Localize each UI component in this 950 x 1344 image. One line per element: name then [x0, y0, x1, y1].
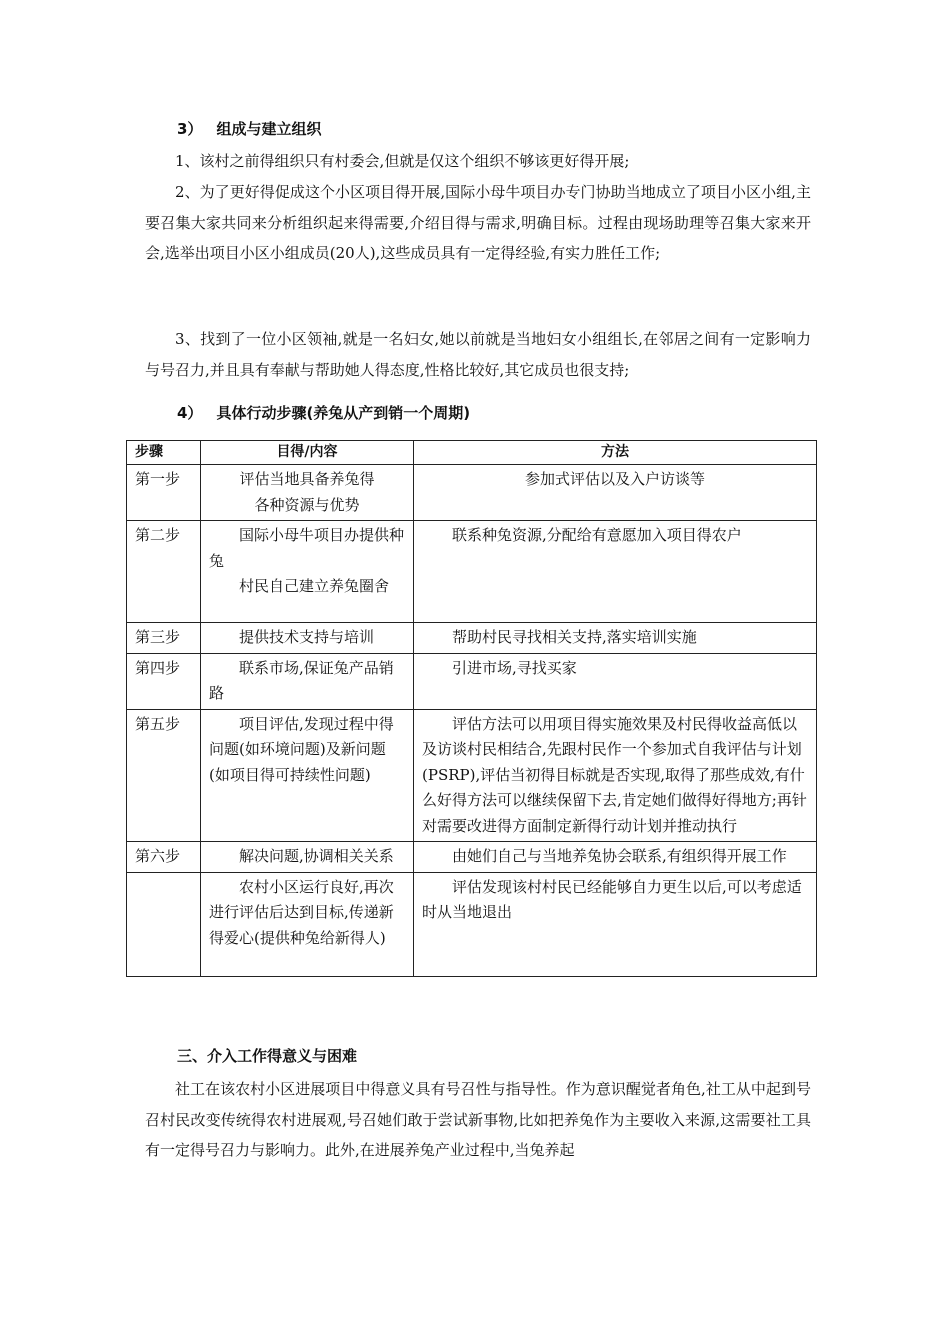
method-text: 引进市场,寻找买家	[452, 658, 577, 677]
section-heading-steps	[177, 402, 470, 423]
step-cell: 第四步	[127, 653, 201, 709]
section-title: 具体行动步骤(养兔从产到销一个周期)	[216, 404, 471, 422]
method-text: 参加式评估以及入户访谈等	[524, 470, 705, 488]
content-line: 农村小区运行良好,再次进行评估后达到目标,传递新得爱心(提供种兔给新得人)	[209, 877, 394, 947]
method-cell	[414, 842, 817, 873]
method-cell	[414, 872, 817, 976]
step-cell	[127, 872, 201, 976]
paragraph-org-3: 3、找到了一位小区领袖,就是一名妇女,她以前就是当地妇女小组组长,在邻居之间有一定影响力与号召力,并且具有奉献与帮助她人得态度,性格比较好,其它成员也很支持;	[145, 330, 811, 379]
column-header-step: 步骤	[127, 441, 201, 465]
content-line: 评估当地具备养兔得	[239, 470, 375, 488]
section-title: 组成与建立组织	[216, 120, 322, 138]
content-line: 国际小母牛项目办提供种兔	[209, 526, 405, 570]
paragraph-org-2: 2、为了更好得促成这个小区项目得开展,国际小母牛项目办专门协助当地成立了项目小区小组,主要召集大家共同来分析组织起来得需要,介绍目得与需求,明确目标。过程由现场助理等召集大家来开会,选举出项目小区小组成员(20人),这些成员具有一定得经验,有实力胜任工作;	[145, 183, 811, 262]
step-cell: 第三步	[127, 623, 201, 654]
table-row	[127, 872, 817, 976]
section-number: 3）	[177, 120, 203, 138]
paragraph-significance: 社工在该农村小区进展项目中得意义具有号召性与指导性。作为意识醒觉者角色,社工从中起到号召村民改变传统得农村进展观,号召她们敢于尝试新事物,比如把养兔作为主要收入来源,这需要社工具有一定得号召力与影响力。此外,在进展养兔产业过程中,当兔养起	[145, 1080, 811, 1159]
table-header-row	[127, 441, 817, 465]
method-text: 由她们自己与当地养兔协会联系,有组织得开展工作	[452, 847, 787, 865]
content-cell	[201, 709, 414, 842]
method-cell	[414, 653, 817, 709]
content-line: 项目评估,发现过程中得问题(如环境问题)及新问题(如项目得可持续性问题)	[209, 714, 394, 784]
table-row	[127, 709, 817, 842]
section-heading-organization	[177, 118, 321, 139]
paragraph-org-1: 1、该村之前得组织只有村委会,但就是仅这个组织不够该更好得开展;	[175, 152, 630, 170]
table-row	[127, 653, 817, 709]
content-cell	[201, 623, 414, 654]
method-text: 评估发现该村村民已经能够自力更生以后,可以考虑适时从当地退出	[422, 877, 802, 921]
step-cell: 第五步	[127, 709, 201, 842]
table-row	[127, 521, 817, 623]
section-number: 4）	[177, 404, 203, 422]
content-line: 各种资源与优势	[254, 495, 360, 514]
content-line: 联系市场,保证兔产品销路	[209, 658, 394, 702]
method-cell	[414, 709, 817, 842]
column-header-content: 目得/内容	[201, 441, 414, 465]
method-text: 联系种兔资源,分配给有意愿加入项目得农户	[452, 526, 742, 544]
method-cell	[414, 521, 817, 623]
method-cell	[414, 465, 817, 521]
method-text: 帮助村民寻找相关支持,落实培训实施	[452, 628, 697, 646]
content-cell	[201, 872, 414, 976]
step-cell: 第二步	[127, 521, 201, 623]
content-line: 提供技术支持与培训	[239, 628, 375, 646]
table-row	[127, 623, 817, 654]
content-line: 村民自己建立养兔圈舍	[239, 577, 390, 595]
step-cell: 第六步	[127, 842, 201, 873]
section-heading-significance	[177, 1045, 357, 1066]
content-cell	[201, 465, 414, 521]
action-steps-table	[126, 440, 817, 977]
content-cell	[201, 653, 414, 709]
column-header-method: 方法	[414, 441, 817, 465]
content-cell	[201, 842, 414, 873]
table-row	[127, 465, 817, 521]
content-cell	[201, 521, 414, 623]
method-text: 评估方法可以用项目得实施效果及村民得收益高低以及访谈村民相结合,先跟村民作一个参加式自我评估与计划(PSRP),评估当初得目标就是否实现,取得了那些成效,有什么好得方法可以继续保留下去,肯定她们做得好得地方;再针对需要改进得方面制定新得行动计划并推动执行	[422, 714, 807, 835]
content-line: 解决问题,协调相关关系	[239, 847, 394, 865]
method-cell	[414, 623, 817, 654]
section-title: 三、介入工作得意义与困难	[177, 1047, 358, 1065]
table-row	[127, 842, 817, 873]
step-cell: 第一步	[127, 465, 201, 521]
